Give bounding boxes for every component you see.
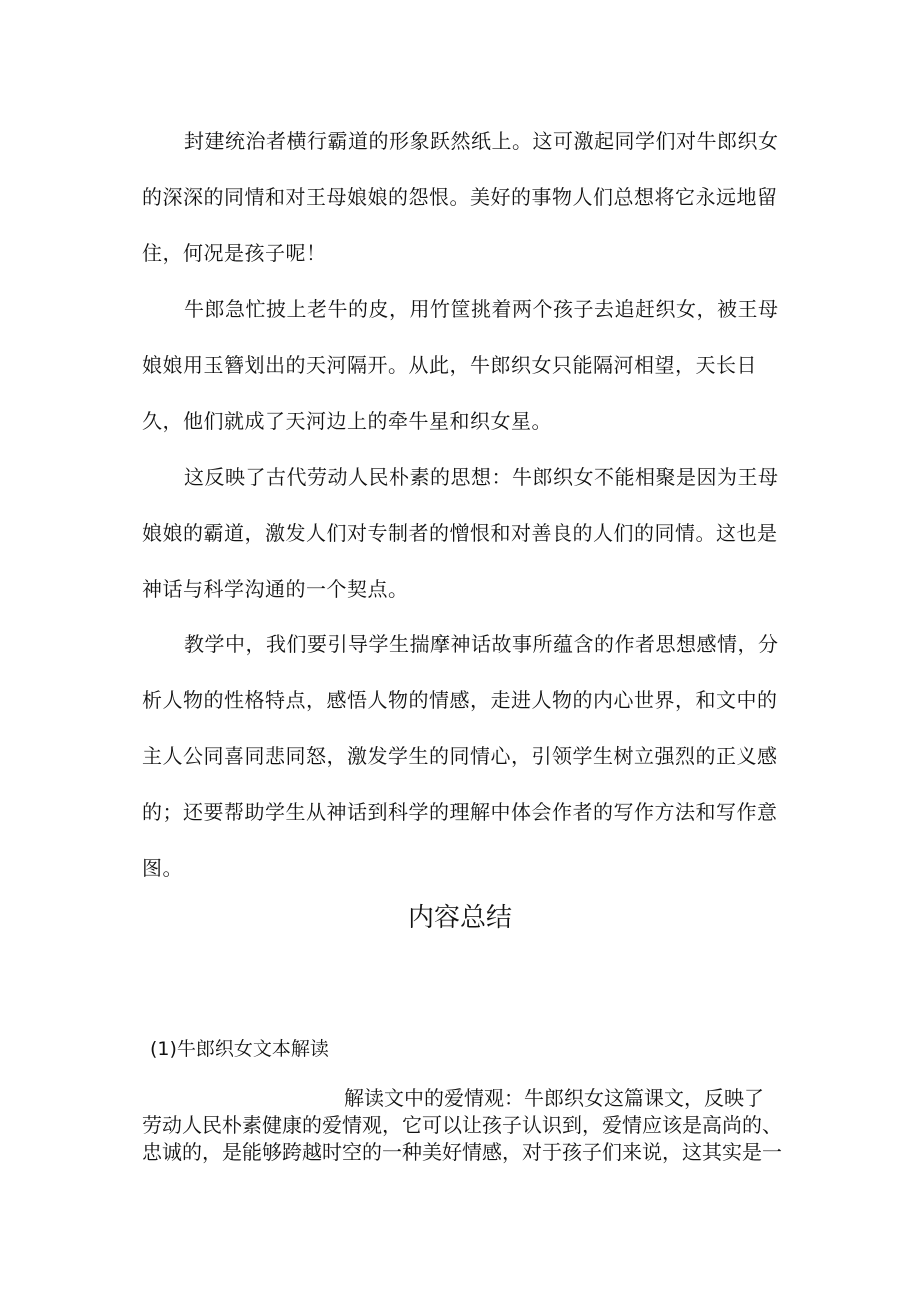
paragraph-4-line-1: 教学中，我们要引导学生揣摩神话故事所蕴含的作者思想感情，分 [184,632,779,656]
subsection-title: (1)牛郎织女文本解读 [150,1038,329,1060]
paragraph-4-line-5: 图。 [142,856,183,880]
paragraph-1-line-2: 的深深的同情和对王母娘娘的怨恨。美好的事物人们总想将它永远地留 [142,185,778,209]
subsection-line-1: 解读文中的爱情观：牛郎织女这篇课文，反映了 [344,1086,764,1110]
paragraph-3-line-2: 娘娘的霸道，激发人们对专制者的憎恨和对善良的人们的同情。这也是 [142,521,778,545]
paragraph-2-line-3: 久，他们就成了天河边上的牵牛星和织女星。 [142,409,552,433]
subsection-line-2: 劳动人民朴素健康的爱情观，它可以让孩子认识到，爱情应该是高尚的、 [142,1113,782,1137]
subsection-line-3: 忠诚的，是能够跨越时空的一种美好情感，对于孩子们来说，这其实是一 [142,1140,782,1164]
paragraph-1-line-3: 住，何况是孩子呢！ [142,241,327,265]
paragraph-1-line-1: 封建统治者横行霸道的形象跃然纸上。这可激起同学们对牛郎织女 [184,129,779,153]
paragraph-4-line-2: 析人物的性格特点，感悟人物的情感，走进人物的内心世界，和文中的 [142,688,778,712]
paragraph-3-line-3: 神话与科学沟通的一个契点。 [142,577,409,601]
paragraph-4-line-4: 的；还要帮助学生从神话到科学的理解中体会作者的写作方法和写作意 [142,800,778,824]
paragraph-3-line-1: 这反映了古代劳动人民朴素的思想：牛郎织女不能相聚是因为王母 [184,465,779,489]
paragraph-2-line-1: 牛郎急忙披上老牛的皮，用竹筐挑着两个孩子去追赶织女，被王母 [184,297,779,321]
paragraph-4-line-3: 主人公同喜同悲同怒，激发学生的同情心，引领学生树立强烈的正义感 [142,744,778,768]
paragraph-2-line-2: 娘娘用玉簪划出的天河隔开。从此，牛郎织女只能隔河相望，天长日 [142,353,757,377]
section-title: 内容总结 [407,903,512,933]
